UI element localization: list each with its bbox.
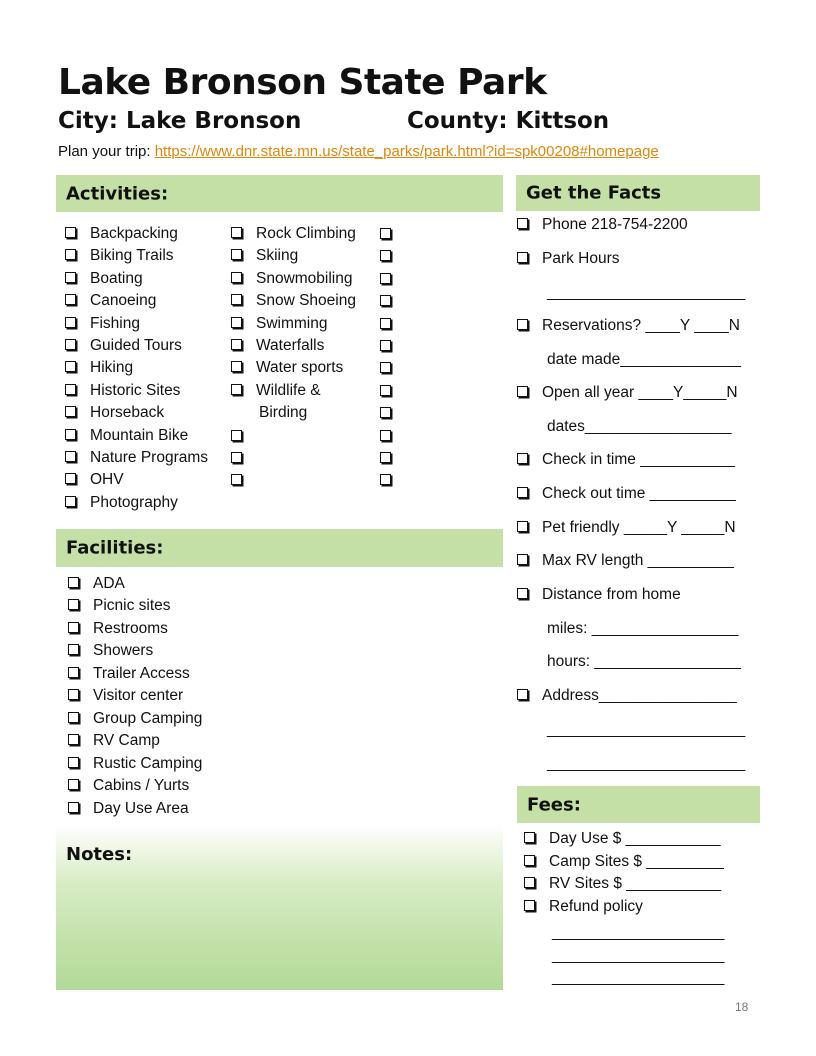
activity-item-label: Snowmobiling [256,269,353,287]
facility-item[interactable] [68,573,125,595]
address-text: Address________________ [542,687,737,704]
checkbox[interactable] [65,272,76,283]
activity-item[interactable] [231,245,298,267]
facility-item[interactable] [68,730,160,752]
checkbox[interactable] [68,779,79,790]
facility-item-label: Trailer Access [93,664,190,682]
checkbox[interactable] [65,473,76,484]
checkbox[interactable] [68,734,79,745]
max-rv-text: Max RV length __________ [542,552,734,569]
blank-activity-checkbox[interactable] [380,362,391,373]
checkbox[interactable] [517,487,528,498]
facility-item-label: Visitor center [93,687,184,705]
activities-header [56,175,503,212]
address-line-1[interactable]: _______________________ [547,721,746,738]
phone-text: Phone 218-754-2200 [542,216,688,233]
address-line-2[interactable]: _______________________ [547,755,746,772]
facility-item-label: Restrooms [93,619,168,637]
activity-item[interactable] [231,380,321,402]
notes-panel[interactable] [56,824,503,990]
plan-trip-label: Plan your trip: [58,143,155,160]
fees-title: Fees: [527,794,581,815]
checkbox[interactable] [524,877,535,888]
checkbox[interactable] [65,496,76,507]
activity-item[interactable] [65,425,188,447]
facility-item-label: Picnic sites [93,597,171,615]
facilities-header [56,529,503,567]
facilities-title: Facilities: [66,537,164,559]
checkbox[interactable] [517,218,528,229]
facility-item[interactable] [68,798,189,820]
checkbox[interactable] [65,451,76,462]
blank-activity-checkbox[interactable] [380,273,391,284]
notes-title: Notes: [66,844,133,865]
activity-item[interactable] [231,357,343,379]
blank-activity-checkbox[interactable] [380,295,391,306]
check-in-text: Check in time ___________ [542,451,736,468]
page-number: 18 [735,1000,749,1014]
checkbox[interactable] [524,832,535,843]
activity-item[interactable] [65,335,182,357]
refund-line-1[interactable]: ____________________ [552,924,725,941]
checkbox[interactable] [517,252,528,263]
checkbox[interactable] [231,249,242,260]
facility-item-label: Showers [93,642,154,660]
checkbox[interactable] [68,644,79,655]
checkbox[interactable] [68,757,79,768]
activity-item-label: Waterfalls [256,337,325,354]
checkbox[interactable] [68,667,79,678]
checkbox[interactable] [524,900,535,911]
checkbox[interactable] [65,317,76,328]
open-all-year-text: Open all year ____Y_____N [542,384,738,401]
camp-sites-fee-item[interactable] [524,851,724,873]
activity-item-label: Boating [90,269,143,287]
blank-activity-checkbox[interactable] [380,385,391,396]
checkbox[interactable] [517,689,528,700]
activity-item-label: OHV [90,471,124,489]
blank-activity-checkbox[interactable] [380,474,391,485]
activity-item-label: Wildlife & [256,381,321,399]
checkbox[interactable] [231,272,242,283]
facility-item-label: Group Camping [93,709,203,727]
activity-item[interactable] [65,290,156,312]
checkbox[interactable] [65,227,76,238]
check-in-item[interactable] [517,449,735,471]
facility-item-label: RV Camp [93,732,160,750]
address-item[interactable] [517,685,737,707]
activity-item-label: Backpacking [90,225,178,242]
activity-item-label: Water sports [256,359,344,377]
activity-item[interactable] [231,268,353,290]
activity-item-label: Guided Tours [90,337,182,354]
facility-item[interactable] [68,640,153,662]
blank-activity-checkbox[interactable] [380,407,391,418]
pet-friendly-text: Pet friendly _____Y _____N [542,519,736,536]
fees-header [517,786,760,823]
facts-title: Get the Facts [526,182,662,204]
activity-item-label: Mountain Bike [90,426,189,444]
facility-item-label: ADA [93,575,125,592]
activity-item-label: Fishing [90,314,140,332]
activity-item[interactable] [65,447,208,469]
phone-item[interactable] [517,214,688,236]
dates-line[interactable]: dates_________________ [547,418,732,435]
day-use-fee-item[interactable] [524,828,721,850]
activity-item[interactable] [65,313,140,335]
checkbox[interactable] [231,294,242,305]
checkbox[interactable] [65,294,76,305]
open-all-year-item[interactable] [517,382,738,404]
checkbox[interactable] [517,319,528,330]
checkbox[interactable] [517,453,528,464]
rv-sites-fee-item[interactable] [524,873,721,895]
activity-item-label: Canoeing [90,292,157,310]
blank-activity-checkbox[interactable] [231,474,242,485]
rv-sites-text: RV Sites $ ___________ [549,875,722,892]
facility-item-label: Day Use Area [93,799,189,817]
facility-item-label: Cabins / Yurts [93,777,190,795]
facts-header [516,175,760,211]
park-link[interactable]: https://www.dnr.state.mn.us/state_parks/park.html?id=spk00208#homepage [154,143,659,160]
checkbox[interactable] [68,689,79,700]
activity-item[interactable] [65,402,164,424]
activity-item[interactable] [65,492,178,514]
blank-activity-checkbox[interactable] [380,250,391,261]
checkbox[interactable] [68,599,79,610]
checkbox[interactable] [231,384,242,395]
activity-item[interactable] [231,335,324,357]
activity-item[interactable] [231,290,356,312]
blank-activity-checkbox[interactable] [380,430,391,441]
blank-activity-checkbox[interactable] [380,318,391,329]
checkbox[interactable] [231,317,242,328]
checkbox[interactable] [517,521,528,532]
activity-item-label: Photography [90,493,178,511]
activity-item-label: Snow Shoeing [256,292,356,310]
activity-item-label: Hiking [90,359,134,377]
distance-item[interactable] [517,584,681,606]
refund-line-3[interactable]: ____________________ [552,969,725,986]
activity-item-label: Nature Programs [90,449,209,466]
facility-item[interactable] [68,708,202,730]
facility-item[interactable] [68,753,202,775]
check-out-item[interactable] [517,483,736,505]
activity-item[interactable] [65,245,174,267]
blank-activity-checkbox[interactable] [231,452,242,463]
refund-policy-text: Refund policy [549,898,643,915]
distance-text: Distance from home [542,586,681,603]
checkbox[interactable] [68,712,79,723]
checkbox[interactable] [65,249,76,260]
checkbox[interactable] [231,339,242,350]
activity-item-label: Horseback [90,404,165,422]
park-hours-item[interactable] [517,248,620,270]
activity-item[interactable] [65,223,178,245]
activity-item-label: Swimming [256,314,328,332]
activity-item-continuation[interactable] [259,402,307,424]
activity-item-label: Biking Trails [90,247,174,265]
activity-item[interactable] [65,268,143,290]
checkbox[interactable] [65,406,76,417]
activity-item[interactable] [231,313,327,335]
reservations-item[interactable] [517,315,740,337]
pet-friendly-item[interactable] [517,517,736,539]
facility-item-label: Rustic Camping [93,754,203,772]
checkbox[interactable] [524,855,535,866]
checkbox[interactable] [231,361,242,372]
blank-activity-checkbox[interactable] [380,452,391,463]
checkbox[interactable] [65,429,76,440]
activity-item[interactable] [65,380,180,402]
checkbox[interactable] [65,384,76,395]
city-label: City: Lake Bronson [58,108,302,134]
blank-activity-checkbox[interactable] [380,340,391,351]
checkbox[interactable] [517,386,528,397]
facility-item[interactable] [68,618,168,640]
county-label: County: Kittson [407,108,610,134]
refund-policy-item[interactable] [524,896,643,918]
checkbox[interactable] [517,554,528,565]
facility-item[interactable] [68,595,171,617]
blank-activity-checkbox[interactable] [380,228,391,239]
activity-item-label: Rock Climbing [256,225,356,242]
checkbox[interactable] [231,227,242,238]
checkbox[interactable] [65,339,76,350]
checkbox[interactable] [517,588,528,599]
facility-item[interactable] [68,663,190,685]
check-out-text: Check out time __________ [542,485,736,502]
facility-item[interactable] [68,775,189,797]
hours-line[interactable]: hours: _________________ [547,653,741,670]
page-title: Lake Bronson State Park [58,62,547,103]
plan-trip [58,143,659,160]
day-use-text: Day Use $ ___________ [549,830,721,847]
checkbox[interactable] [68,622,79,633]
activity-item-label: Skiing [256,247,299,265]
camp-sites-text: Camp Sites $ _________ [549,853,724,870]
miles-line[interactable]: miles: _________________ [547,620,739,637]
park-hours-line[interactable]: _______________________ [547,284,746,301]
facility-item[interactable] [68,685,183,707]
checkbox[interactable] [68,577,79,588]
activities-title: Activities: [66,183,169,204]
activity-item[interactable] [65,357,133,379]
refund-line-2[interactable]: ____________________ [552,947,725,964]
checkbox[interactable] [65,361,76,372]
reservations-text: Reservations? ____Y ____N [542,317,740,334]
checkbox[interactable] [68,802,79,813]
activity-item[interactable] [65,469,124,491]
activity-item[interactable] [231,223,356,245]
max-rv-item[interactable] [517,550,734,572]
park-hours-text: Park Hours [542,250,620,267]
activity-item-label: Historic Sites [90,381,181,399]
blank-activity-checkbox[interactable] [231,430,242,441]
activity-item-continuation-label: Birding [259,404,308,422]
date-made-line[interactable]: date made______________ [547,351,741,368]
